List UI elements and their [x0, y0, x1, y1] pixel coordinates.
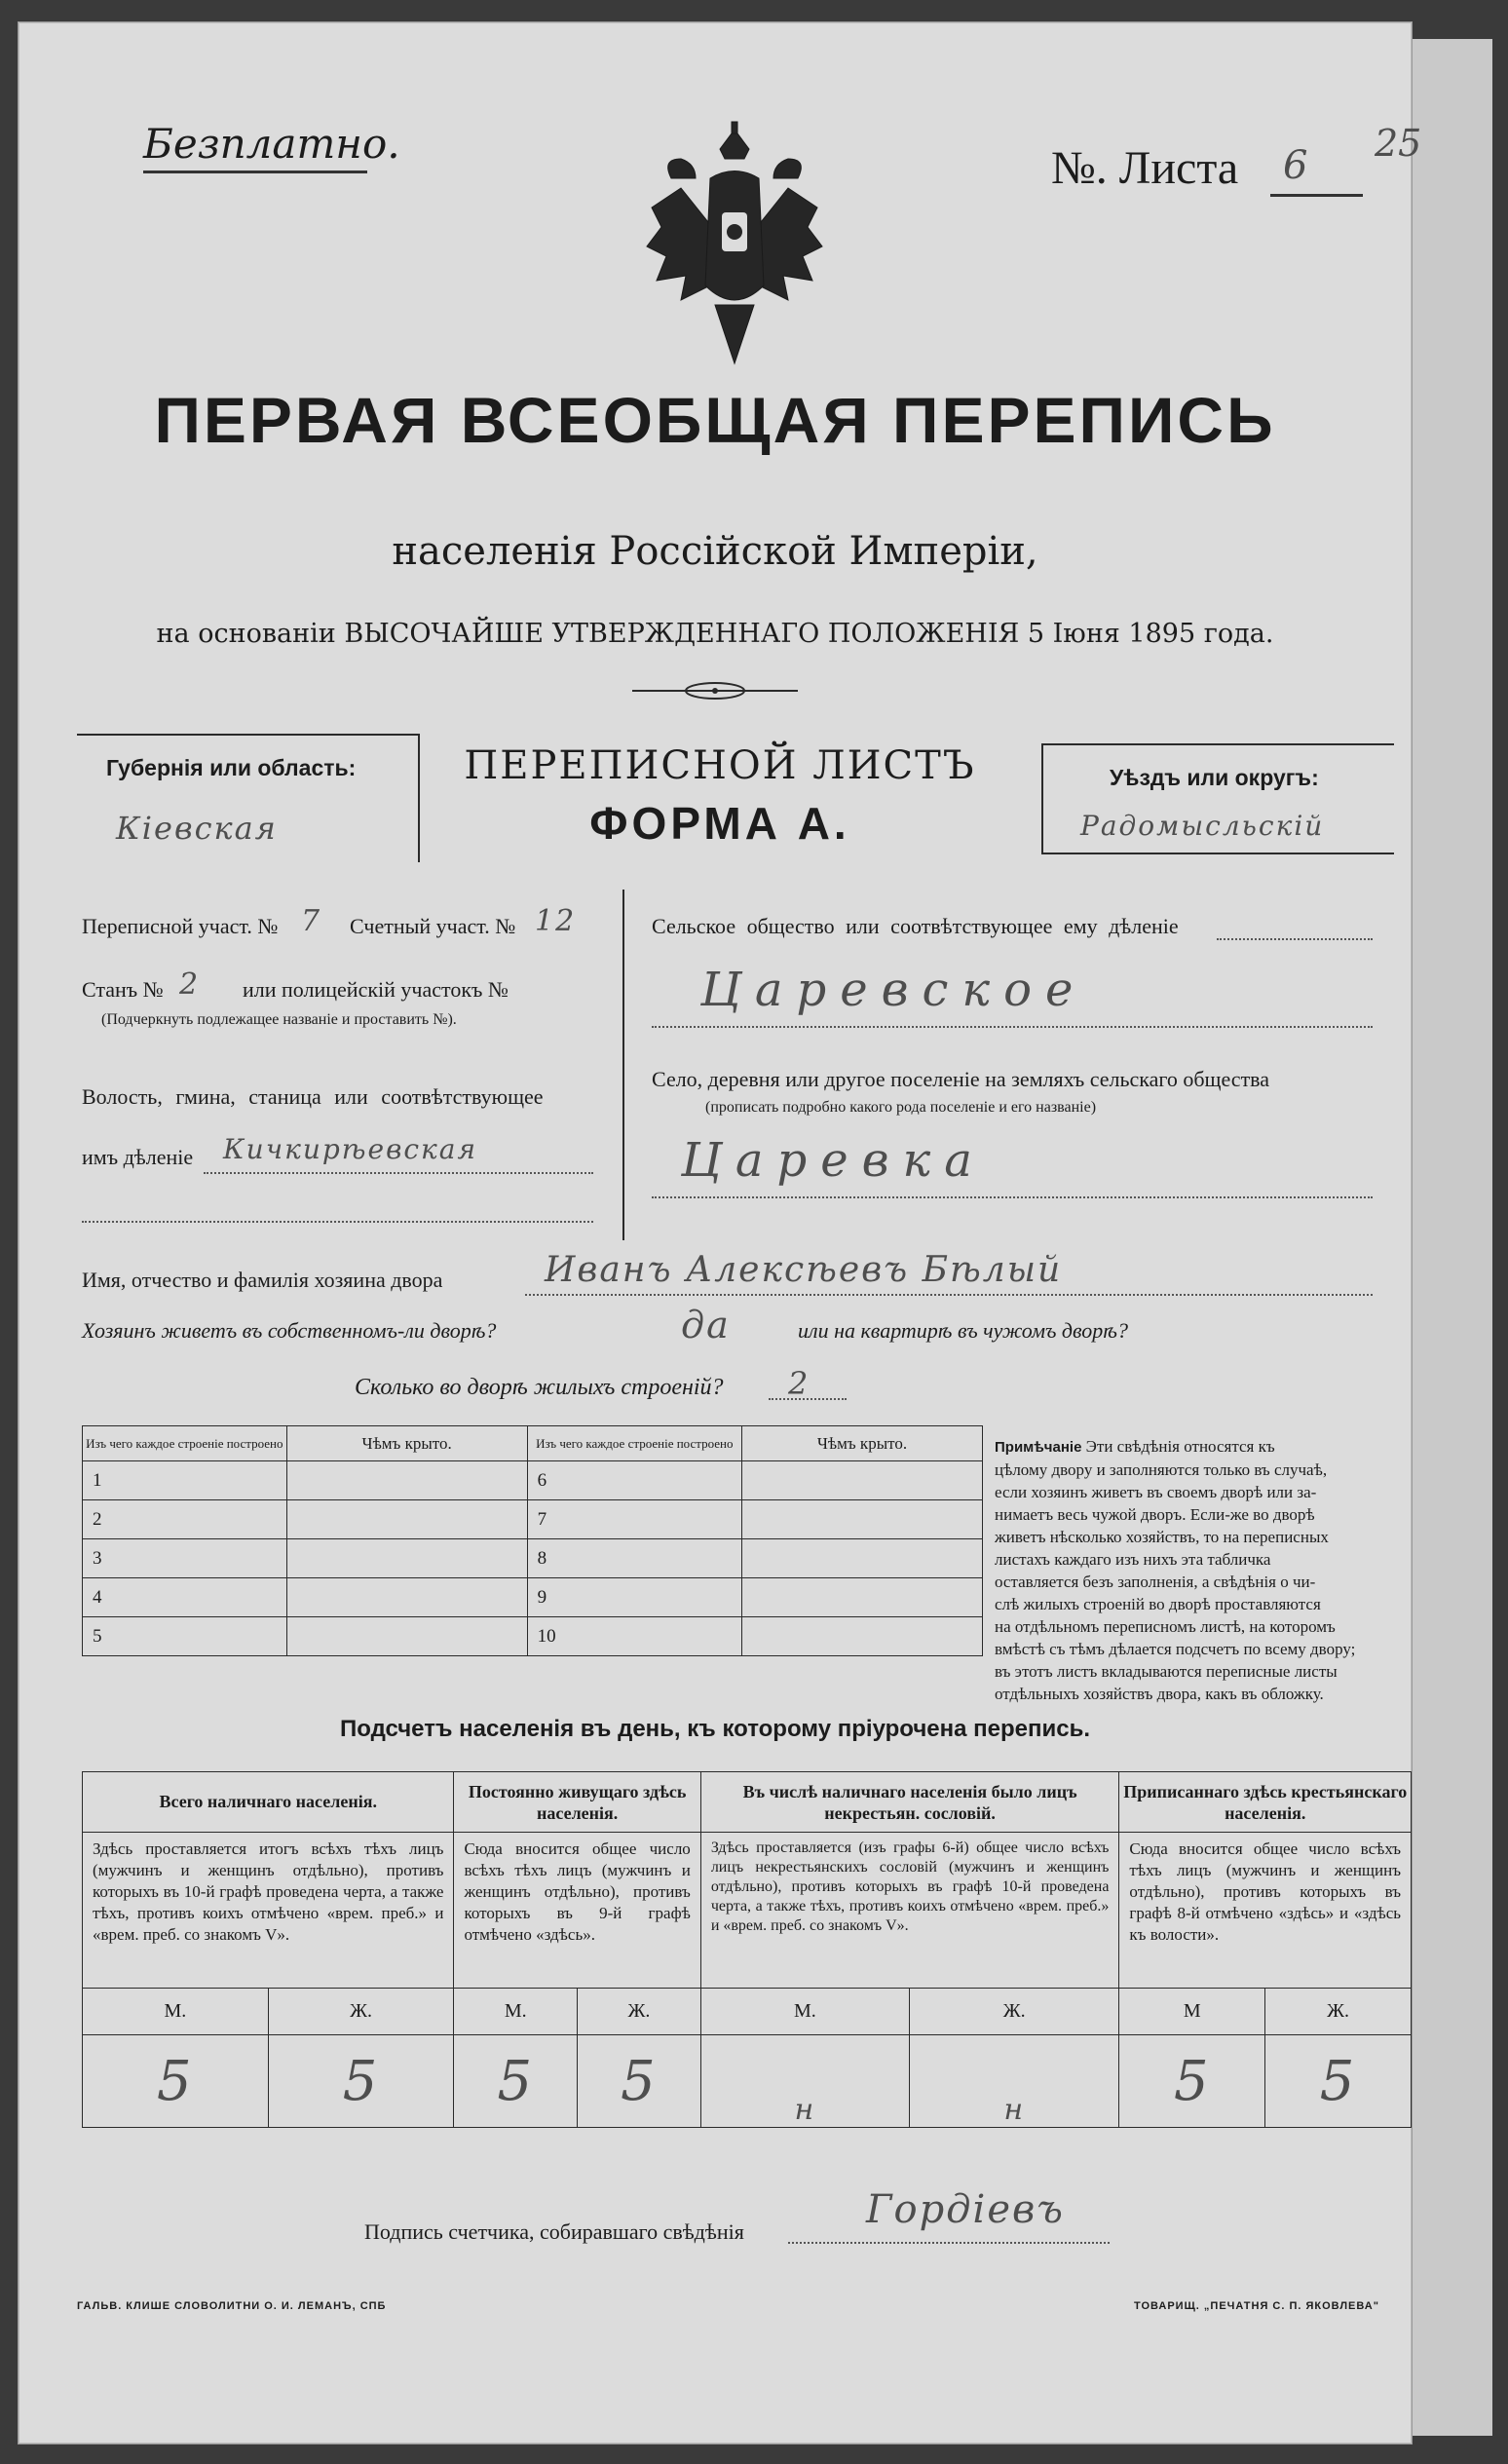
counting-district-value: 12 [535, 904, 577, 938]
note-line: оставляется безъ заполненія, а свѣдѣнія о чи- [995, 1573, 1316, 1591]
header-roof-left: Чѣмъ крыто. [286, 1426, 527, 1461]
page-title: ПЕРВАЯ ВСЕОБЩАЯ ПЕРЕПИСЬ [154, 384, 1276, 456]
count-permanent-m-value: 5 [454, 2035, 578, 2128]
society-label: Сельское общество или соотвѣтствующее ему дѣленіе [652, 914, 1179, 938]
buildings-table [82, 1425, 983, 1656]
counting-district-label: Счетный участ. № [350, 914, 516, 938]
volost-line-2 [82, 1221, 593, 1223]
row-right-7: 7 [527, 1500, 741, 1539]
owner-name-value: Иванъ Алексѣевъ Бѣлый [545, 1250, 1063, 1290]
row-right-6: 6 [527, 1461, 741, 1500]
count-total-f-label: Ж. [268, 1989, 454, 2035]
district-value: Радомысльскій [1080, 810, 1325, 842]
volost-label-2: имъ дѣленіе [82, 1145, 194, 1169]
owner-own-label: Хозяинъ живетъ въ собственномъ-ли дворѣ? [82, 1318, 497, 1343]
signature-line [788, 2242, 1110, 2244]
note-label: Примѣчаніе [995, 1439, 1082, 1456]
note-line: живетъ нѣсколько хозяйствъ, то на переписных [995, 1528, 1329, 1546]
count-col-total-desc: Здѣсь проставляется итогъ всѣхъ тѣхъ лицъ (мужчинъ и женщинъ отдѣльно), противъ которыхъ въ 10-й графѣ проведена черта, а также тѣхъ, противъ коихъ отмѣчено «врем. преб.» и «врем. преб. со знакомъ V». [83, 1833, 454, 1989]
count-nonpeasant-f-label: Ж. [910, 1989, 1119, 2035]
count-total-f-value: 5 [268, 2035, 454, 2128]
count-col-total-title: Всего наличнаго населенія. [83, 1772, 454, 1833]
society-line [1217, 938, 1373, 940]
buildings-value: 2 [788, 1365, 811, 1402]
sheet-number-value: 6 [1283, 143, 1310, 188]
owner-rent-label: или на квартирѣ въ чужомъ дворѣ? [798, 1318, 1128, 1343]
note-line: цѣлому двору и заполняются только въ случаѣ, [995, 1460, 1328, 1479]
district-label: Уѣздъ или округъ: [1110, 765, 1319, 790]
count-nonpeasant-m-value: н [700, 2035, 909, 2128]
free-label: Безплатно. [143, 120, 400, 168]
count-registered-f-value: 5 [1265, 2035, 1412, 2128]
note-line: Эти свѣдѣнія относятся къ [1085, 1437, 1275, 1456]
row-right-10: 10 [527, 1617, 741, 1656]
count-col-permanent-desc: Сюда вносится общее число всѣхъ тѣхъ лицъ (мужчинъ и женщинъ отдѣльно), противъ которыхъ въ 9-й графѣ отмѣчено «здѣсь». [454, 1833, 700, 1989]
count-registered-m-value: 5 [1119, 2035, 1265, 2128]
signature-value: Гордіевъ [866, 2187, 1065, 2232]
owner-own-value: да [681, 1304, 731, 1346]
village-hint: (прописать подробно какого рода поселеніе и его названіе) [705, 1099, 1097, 1116]
footer-left: ГАЛЬВ. КЛИШЕ СЛОВОЛИТНИ О. И. ЛЕМАНЪ, СПБ [77, 2300, 387, 2312]
row-left-5: 5 [83, 1617, 287, 1656]
note-line: слѣ жилыхъ строеній во дворѣ проставляются [995, 1595, 1321, 1613]
imperial-eagle-icon [642, 120, 827, 373]
society-line-2 [652, 1026, 1373, 1028]
legal-basis: на основаніи ВЫСОЧАЙШЕ УТВЕРЖДЕННАГО ПОЛОЖЕНІЯ 5 Іюня 1895 года. [156, 619, 1274, 649]
note-line: въ этотъ листъ вкладываются переписные листы [995, 1662, 1338, 1681]
header-roof-right: Чѣмъ крыто. [741, 1426, 982, 1461]
count-col-registered-title: Приписаннаго здѣсь крестьянскаго населенія. [1119, 1772, 1412, 1833]
form-name: ПЕРЕПИСНОЙ ЛИСТЪ [464, 743, 976, 788]
count-col-registered-desc: Сюда вносится общее число всѣхъ тѣхъ лицъ (мужчинъ и женщинъ отдѣльно), противъ которыхъ въ графѣ 8-й отмѣчено «здѣсь» и «здѣсь къ волости». [1119, 1833, 1412, 1989]
camp-value: 2 [179, 967, 201, 1002]
note-block [995, 1435, 1404, 1705]
count-col-nonpeasant-desc: Здѣсь проставляется (изъ графы 6-й) общее число всѣхъ лицъ некрестьянскихъ сословій (мужчинъ и женщинъ отдѣльно), противъ которыхъ въ графѣ 10-й проведена черта, а также тѣхъ, противъ коихъ отмѣчено «врем. преб.» и «врем. преб. со знакомъ V». [700, 1833, 1119, 1989]
count-registered-m-label: М [1119, 1989, 1265, 2035]
volost-label-1: Волость, гмина, станица или соотвѣтствующее [82, 1084, 544, 1109]
note-line: листахъ каждаго изъ нихъ эта табличка [995, 1550, 1271, 1569]
note-line: на отдѣльномъ переписномъ листѣ, на которомъ [995, 1617, 1336, 1636]
note-line: вмѣстѣ съ тѣмъ дѣлается подсчетъ по всему двору; [995, 1640, 1356, 1658]
note-line: отдѣльныхъ хозяйствъ двора, какъ въ обложку. [995, 1685, 1324, 1703]
village-line [652, 1196, 1373, 1198]
province-value: Кіевская [116, 810, 278, 847]
row-left-1: 1 [83, 1461, 287, 1500]
count-permanent-f-label: Ж. [578, 1989, 701, 2035]
row-right-8: 8 [527, 1539, 741, 1578]
ornament-divider-icon [632, 680, 798, 701]
fields-separator [622, 890, 624, 1240]
buildings-label: Сколько во дворѣ жилыхъ строеній? [355, 1375, 724, 1400]
corner-number: 25 [1375, 122, 1422, 165]
camp-label: Станъ № [82, 977, 164, 1002]
volost-line [204, 1172, 593, 1174]
count-total-m-value: 5 [83, 2035, 269, 2128]
police-label: или полицейскій участокъ № [243, 977, 509, 1002]
count-col-nonpeasant-title: Въ числѣ наличнаго населенія было лицъ некрестьян. сословій. [700, 1772, 1119, 1833]
count-col-permanent-title: Постоянно живущаго здѣсь населенія. [454, 1772, 700, 1833]
count-nonpeasant-m-label: М. [700, 1989, 909, 2035]
header-which-left: Изъ чего каждое строеніе построено [83, 1426, 287, 1461]
province-label: Губернія или область: [106, 755, 357, 780]
census-district-label: Переписной участ. № [82, 914, 279, 938]
row-left-2: 2 [83, 1500, 287, 1539]
signature-label: Подпись счетчика, собиравшаго свѣдѣнія [364, 2219, 744, 2244]
count-registered-f-label: Ж. [1265, 1989, 1412, 2035]
census-district-value: 7 [301, 904, 322, 938]
society-value: Царевское [700, 963, 1087, 1017]
row-left-4: 4 [83, 1578, 287, 1617]
count-permanent-m-label: М. [454, 1989, 578, 2035]
count-heading: Подсчетъ населенія въ день, къ которому пріурочена перепись. [340, 1716, 1090, 1742]
sheet-number-label: №. Листа [1051, 142, 1239, 194]
volost-value: Кичкирѣевская [223, 1133, 478, 1165]
note-line: если хозяинъ живетъ въ своемъ дворѣ или за- [995, 1483, 1317, 1501]
page-subtitle: населенія Россійской Имперіи, [392, 529, 1038, 574]
village-value: Царевка [681, 1133, 986, 1188]
row-right-9: 9 [527, 1578, 741, 1617]
census-sheet [18, 21, 1422, 2445]
note-line: нимаетъ весь чужой дворъ. Если-же во дворѣ [995, 1505, 1315, 1524]
village-label: Село, деревня или другое поселеніе на земляхъ сельскаго общества [652, 1067, 1270, 1091]
header-which-right: Изъ чего каждое строеніе построено [527, 1426, 741, 1461]
count-permanent-f-value: 5 [578, 2035, 701, 2128]
owner-name-line [525, 1294, 1373, 1296]
row-left-3: 3 [83, 1539, 287, 1578]
underline-hint: (Подчеркнуть подлежащее названіе и проставить №). [101, 1011, 457, 1028]
free-underline [143, 171, 367, 173]
count-total-m-label: М. [83, 1989, 269, 2035]
count-nonpeasant-f-value: н [910, 2035, 1119, 2128]
buildings-line [769, 1398, 847, 1400]
form-type: ФОРМА А. [589, 798, 850, 849]
owner-name-label: Имя, отчество и фамилія хозяина двора [82, 1268, 443, 1292]
sheet-number-underline [1270, 194, 1363, 197]
population-count-table [82, 1771, 1412, 2128]
footer-right: ТОВАРИЩ. „ПЕЧАТНЯ С. П. ЯКОВЛЕВА" [1134, 2300, 1379, 2312]
